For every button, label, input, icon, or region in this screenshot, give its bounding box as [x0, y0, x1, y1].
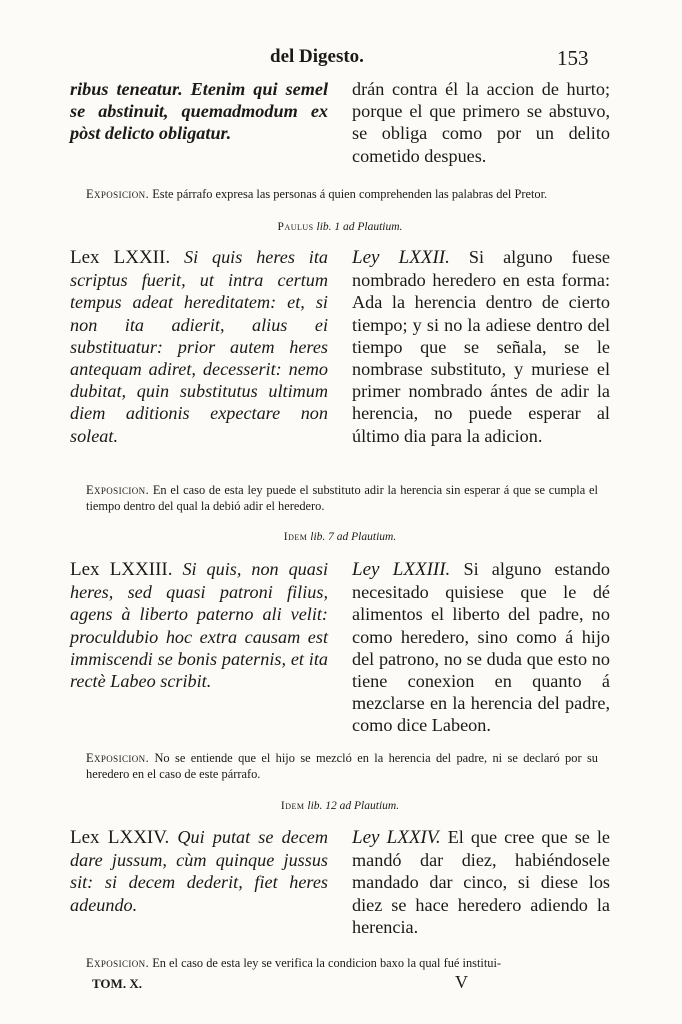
source-author: Idem: [283, 531, 308, 543]
spanish-column: [352, 246, 610, 447]
ley-label: Ley LXXII.: [352, 247, 450, 268]
exposition-2: [86, 750, 598, 782]
latin-column: [70, 826, 328, 938]
latin-text: Qui putat se decem dare jussum, cùm quinque jussus sit: si decem dederit, fiet heres adeundo.: [70, 827, 329, 915]
exposition-3: [86, 955, 598, 971]
spanish-column: [352, 78, 610, 167]
latin-text: Si quis, non quasi heres, sed quasi patroni filius, agens à liberto paterno ali velit: proculdubio hoc extra causam est immiscendi se bonis paternis, et ita rectè Labeo scribit.: [70, 559, 328, 692]
running-title: del Digesto.: [270, 46, 364, 67]
section-3-columns: [70, 826, 610, 938]
source-author: Paulus: [277, 221, 314, 233]
spanish-text: Si alguno fuese nombrado heredero en esta forma: Ada la herencia dentro de cierto tiempo; y si no la adiese dentro del tiempo que se señala, se le nombrase substituto, y muriese el primer nombrado ántes de adir la herencia, no puede esperar al último dia para la adicion.: [352, 247, 610, 446]
ley-label: Ley LXXIII.: [352, 559, 451, 580]
source-work: lib. 1 ad Plautium.: [316, 221, 403, 233]
lex-label: Lex LXXIV.: [70, 827, 170, 848]
spanish-text: El que cree que se le mandó dar diez, habiéndosele mandado dar cinco, si diese los diez se hace heredero adiendo la herencia.: [352, 827, 610, 937]
ley-label: Ley LXXIV.: [352, 827, 441, 848]
latin-column: [70, 246, 328, 447]
exposition-lead: Exposicion.: [86, 483, 150, 497]
source-1: [70, 221, 610, 233]
section-1-columns: [70, 246, 610, 447]
exposition-lead: Exposicion.: [86, 956, 150, 970]
source-author: Idem: [280, 800, 305, 812]
latin-text: Si quis heres ita scriptus fuerit, ut intra certum tempus adeat hereditatem: et, si non ita adierit, alius ei substituatur: prior autem heres antequam adiret, decesserit: nemo dubitat, quin substitutus ultimum diem aditionis expectare non soleat.: [70, 247, 328, 446]
latin-column: [70, 78, 328, 167]
spanish-text: drán contra él la accion de hurto; porque el que primero se abstuvo, se obliga como por un delito cometido despues.: [352, 79, 610, 166]
exposition-1: [86, 482, 598, 514]
latin-text: ribus teneatur. Etenim qui semel se abstinuit, quemadmodum ex pòst delicto obligatur.: [70, 79, 328, 144]
exposition-text: Este párrafo expresa las personas á quien comprehenden las palabras del Pretor.: [152, 187, 548, 201]
exposition-lead: Exposicion.: [86, 751, 150, 765]
section-2-columns: [70, 558, 610, 737]
spanish-text: Si alguno estando necesitado quisiese que le dé alimentos el liberto del padre, no como heredero, sino como á hijo del patrono, no se duda que esto no tiene conexion en quanto á mezclarse en la herencia del padre, como dice Labeon.: [352, 559, 610, 736]
lex-label: Lex LXXII.: [70, 247, 171, 268]
spanish-column: [352, 558, 610, 737]
exposition-text: No se entiende que el hijo se mezcló en la herencia del padre, ni se declaró por su heredero en el caso de este párrafo.: [86, 751, 598, 781]
source-3: [70, 800, 610, 812]
lex-label: Lex LXXIII.: [70, 559, 173, 580]
exposition-0: [86, 186, 598, 202]
page-number: 153: [557, 46, 589, 70]
exposition-text: En el caso de esta ley se verifica la condicion baxo la qual fué institui-: [152, 956, 502, 970]
source-work: lib. 7 ad Plautium.: [310, 531, 397, 543]
source-work: lib. 12 ad Plautium.: [307, 800, 400, 812]
section-0-columns: [70, 78, 610, 167]
source-2: [70, 531, 610, 543]
signature-mark: V: [455, 972, 468, 992]
volume-mark: TOM. X.: [92, 976, 142, 991]
spanish-column: [352, 826, 610, 938]
exposition-lead: Exposicion.: [86, 187, 150, 201]
exposition-text: En el caso de esta ley puede el substituto adir la herencia sin esperar á que se cumpla el tiempo dentro del qual la debió adir el heredero.: [86, 483, 598, 513]
latin-column: [70, 558, 328, 737]
